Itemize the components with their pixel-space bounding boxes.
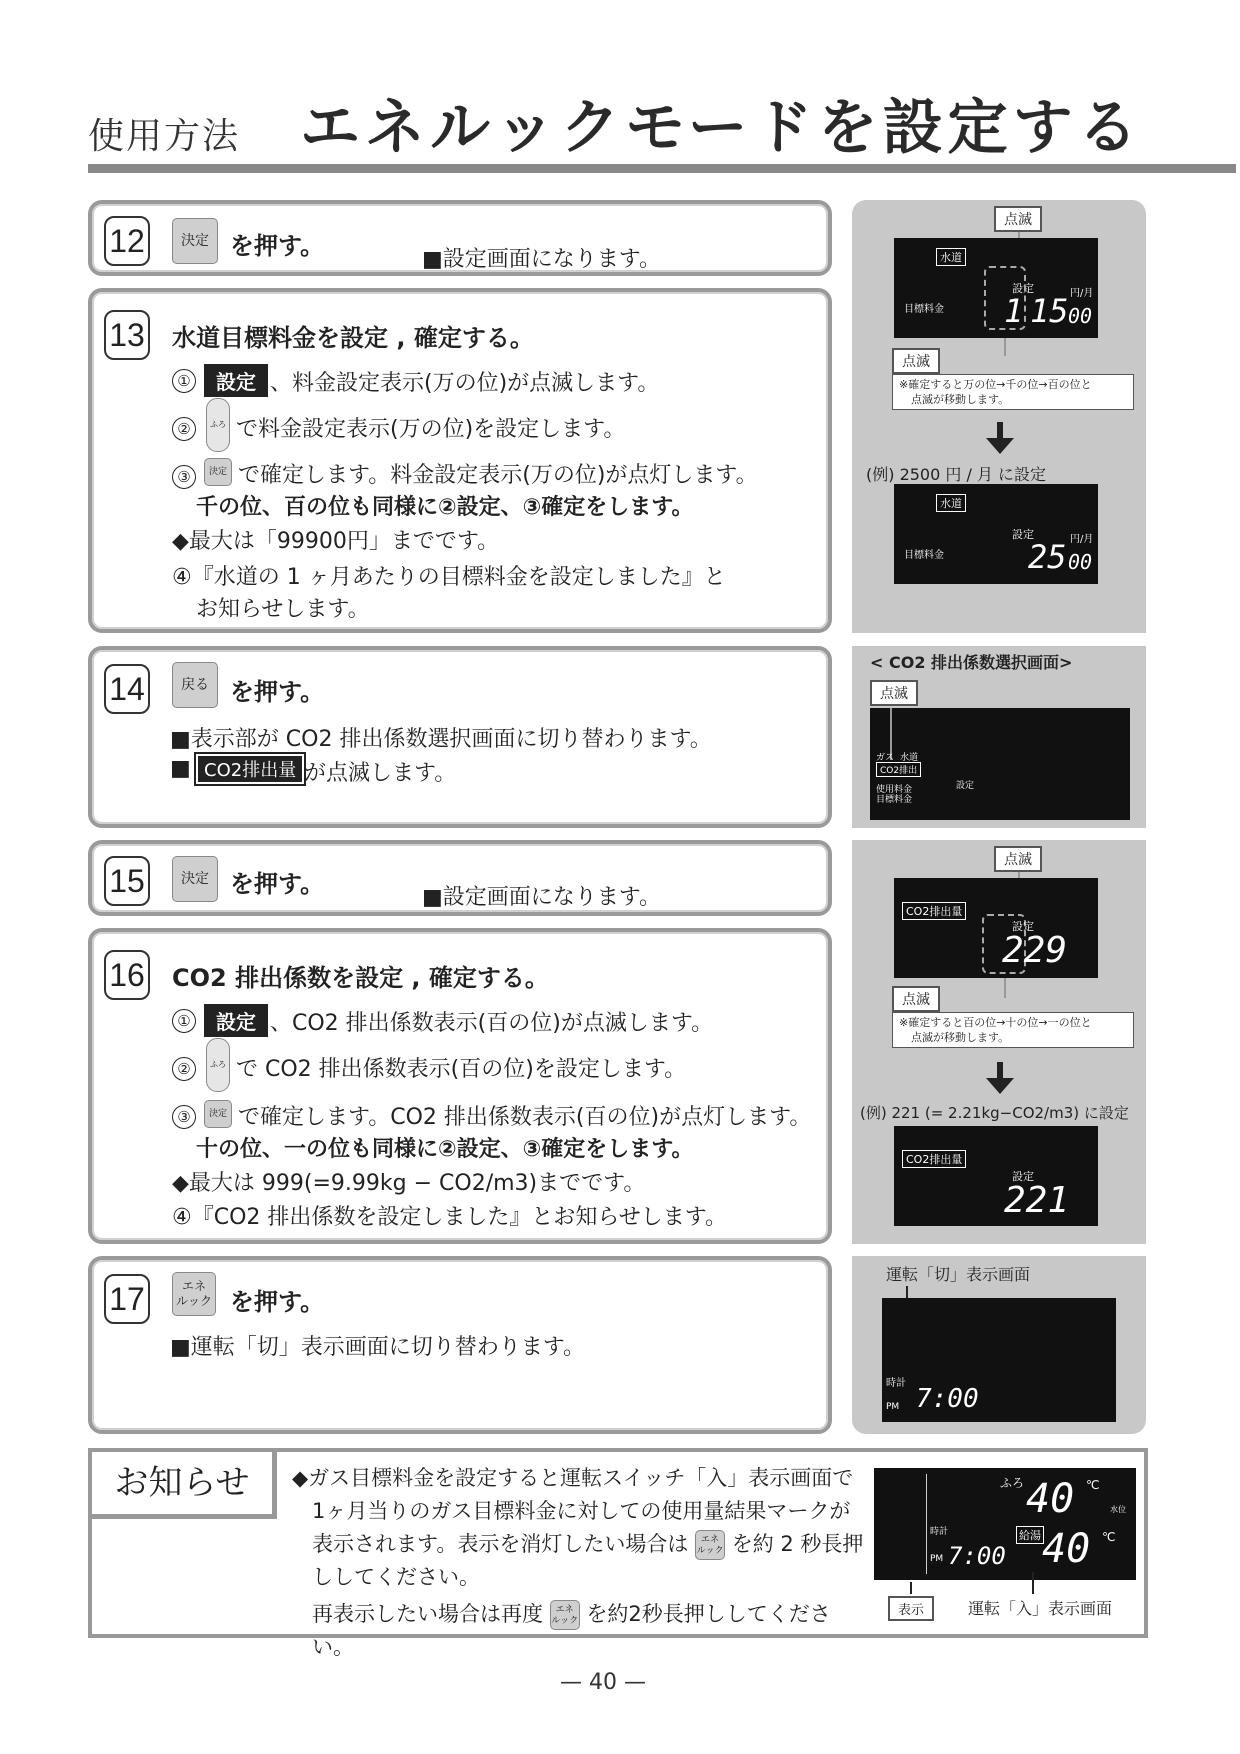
circle-3: ③ <box>172 1105 196 1129</box>
panel-co2-setting <box>852 840 1146 1244</box>
step-line-1-text: 、CO2 排出係数表示(百の位)が点滅します。 <box>270 1011 714 1036</box>
step-number: 15 <box>104 856 150 906</box>
clock-label: 時計 <box>886 1378 906 1389</box>
kettei-key-icon: 決定 <box>204 1100 232 1128</box>
co2-tag: CO2排出 <box>876 762 921 777</box>
blink-callout-2: 点滅 <box>892 348 940 374</box>
notice-line-1: ◆ガス目標料金を設定すると運転スイッチ「入」表示画面で <box>292 1466 854 1490</box>
note-box <box>892 1012 1134 1048</box>
note-line-2: 点滅が移動します。 <box>911 1031 1010 1044</box>
step-title: 水道目標料金を設定 , 確定する。 <box>172 324 534 352</box>
step-line-3 <box>172 464 204 489</box>
eneluck-key-line-1: エネ <box>555 1605 574 1615</box>
notice-line-3a: 表示されます。表示を消灯したい場合は <box>312 1532 689 1556</box>
step-16 <box>88 928 832 1244</box>
target-fee-label: 目標料金 <box>904 550 944 561</box>
step-number: 14 <box>104 664 150 714</box>
callout-line <box>1004 338 1006 356</box>
step-line-2-text: が点滅します。 <box>304 761 457 786</box>
panel-off-screen <box>852 1256 1146 1434</box>
note-box <box>892 374 1134 410</box>
digit-small: 00 <box>1068 304 1093 328</box>
step-15 <box>88 840 832 916</box>
circle-1: ① <box>172 1009 196 1033</box>
step-line-3 <box>172 1104 204 1129</box>
setting-label: 設定 <box>1012 282 1034 295</box>
step-max-note: ◆最大は「99900円」までです。 <box>172 529 500 554</box>
down-arrow-icon <box>986 438 1014 454</box>
notice-line-5a: 再表示したい場合は再度 <box>312 1602 543 1626</box>
note-line-1: ※確定すると百の位→十の位→一の位と <box>899 1016 1092 1029</box>
section-label: 使用方法 <box>88 116 241 157</box>
kettei-key-icon: 決定 <box>172 856 218 902</box>
step-note: ■設定画面になります。 <box>422 247 662 272</box>
lcd-divider <box>926 1474 927 1574</box>
hot-water-label: 給湯 <box>1016 1526 1044 1544</box>
gas-label: ガス <box>876 753 895 763</box>
on-screen-label: 運転「入」表示画面 <box>968 1599 1113 1618</box>
lcd-screen-water-example <box>894 484 1098 584</box>
setting-tag: 設定 <box>204 364 268 397</box>
co2-tag: CO2排出量 <box>902 1150 966 1168</box>
eneluck-key-icon <box>172 1272 216 1316</box>
step-line-2 <box>172 1056 204 1081</box>
degree-label: ℃ <box>1102 1530 1116 1544</box>
step-action: を押す。 <box>230 678 325 706</box>
water-label: 水道 <box>900 753 919 763</box>
lcd-screen-co2 <box>894 878 1098 978</box>
step-line-4b: お知らせします。 <box>196 597 370 622</box>
notice-text <box>292 1462 872 1664</box>
notice-box <box>88 1448 1148 1659</box>
blink-callout-2: 点滅 <box>892 986 940 1012</box>
step-17 <box>88 1256 832 1434</box>
eneluck-key-line-2: ルック <box>696 1546 724 1556</box>
eneluck-key-icon <box>550 1600 580 1630</box>
step-13 <box>88 288 832 633</box>
circle-1: ① <box>172 369 196 393</box>
step-number: 17 <box>104 1274 150 1324</box>
time-display: 7:00 <box>916 1384 979 1414</box>
digit-main: 221 <box>1004 1180 1070 1221</box>
step-line-4: ④『水道の 1 ヶ月あたりの目標料金を設定しました』と <box>172 565 726 590</box>
lcd-screen-on <box>874 1468 1136 1580</box>
target-fee-label: 目標料金 <box>876 795 913 805</box>
lcd-screen-co2-example <box>894 1126 1098 1226</box>
digit-main: 229 <box>1002 930 1068 971</box>
step-max-note: ◆最大は 999(=9.99kg − CO2/m3)までです。 <box>172 1171 646 1196</box>
step-line-1: ■表示部が CO2 排出係数選択画面に切り替わります。 <box>170 727 712 752</box>
clock-label: 時計 <box>930 1527 949 1537</box>
water-tag: 水道 <box>936 248 966 266</box>
eneluck-key-line-1: エネ <box>701 1535 720 1545</box>
step-line-2-prefix: ■ <box>170 756 191 781</box>
lcd-screen-off <box>882 1298 1116 1422</box>
lcd-screen-water <box>894 238 1098 338</box>
digit-blink: 1 <box>1004 292 1024 330</box>
bath-label: ふろ <box>1000 1476 1025 1490</box>
eneluck-key-line-2: ルック <box>175 1294 212 1308</box>
setting-tag: 設定 <box>204 1004 268 1037</box>
pm-label: PM <box>886 1402 900 1412</box>
blink-callout: 点滅 <box>994 206 1042 232</box>
circle-2: ② <box>172 1057 196 1081</box>
notice-line-5 <box>292 1598 872 1664</box>
co2-tag: CO2排出量 <box>902 902 966 920</box>
unit-label: 円/月 <box>1070 288 1094 299</box>
step-line-3b: 千の位、百の位も同様に②設定、③確定をします。 <box>196 495 694 520</box>
degree-label: ℃ <box>1086 1478 1100 1492</box>
back-key-icon: 戻る <box>172 662 218 708</box>
hot-water-temp: 40 <box>1042 1526 1091 1572</box>
step-12 <box>88 200 832 276</box>
step-action: を押す。 <box>230 232 325 260</box>
step-note: ■設定画面になります。 <box>422 885 662 910</box>
kettei-key-icon: 決定 <box>172 218 218 264</box>
target-fee-label: 目標料金 <box>904 304 944 315</box>
digit-main: 25 <box>1028 538 1067 576</box>
setting-label: 設定 <box>956 781 975 791</box>
time-display: 7:00 <box>948 1542 1006 1570</box>
setting-label: 設定 <box>1012 528 1034 541</box>
step-14 <box>88 646 832 828</box>
kettei-key-icon: 決定 <box>204 458 232 486</box>
step-number: 16 <box>104 950 150 1000</box>
setting-label: 設定 <box>1012 1170 1034 1183</box>
blink-callout: 点滅 <box>994 846 1042 872</box>
step-title: CO2 排出係数を設定 , 確定する。 <box>172 964 549 992</box>
step-line-3-text: で確定します。料金設定表示(万の位)が点灯します。 <box>238 463 758 488</box>
panel-co2-select <box>852 646 1146 828</box>
panel-label: 運転「切」表示画面 <box>886 1265 1031 1284</box>
callout-line <box>1004 978 1006 998</box>
step-line-2-text: で CO2 排出係数表示(百の位)を設定します。 <box>236 1057 687 1082</box>
blink-callout: 点滅 <box>870 680 918 706</box>
notice-line-3 <box>292 1528 872 1561</box>
water-tag: 水道 <box>936 494 966 512</box>
step-line-3b: 十の位、一の位も同様に②設定、③確定をします。 <box>196 1137 694 1162</box>
up-down-key-icon: ふろ <box>206 398 230 452</box>
step-line-4: ④『CO2 排出係数を設定しました』とお知らせします。 <box>172 1205 727 1230</box>
notice-line-3b: を約 2 秒長押 <box>731 1532 864 1556</box>
panel-water-setting <box>852 200 1146 633</box>
setting-label: 設定 <box>1012 920 1034 933</box>
lcd-screen-co2-select <box>870 708 1130 820</box>
note-line-1: ※確定すると万の位→千の位→百の位と <box>899 378 1092 391</box>
notice-line-2: 1ヶ月当りのガス目標料金に対しての使用量結果マークが <box>312 1499 851 1523</box>
eneluck-key-icon <box>695 1530 725 1560</box>
step-line-2-text: で料金設定表示(万の位)を設定します。 <box>236 417 626 442</box>
circle-3: ③ <box>172 465 196 489</box>
step-line-2 <box>172 416 204 441</box>
usage-fee-label: 使用料金 <box>876 785 913 795</box>
down-arrow-icon <box>986 1078 1014 1094</box>
bath-temp: 40 <box>1026 1476 1075 1522</box>
co2-tag: CO2排出量 <box>196 754 304 784</box>
step-line-1 <box>172 1008 204 1033</box>
water-level-label: 水位 <box>1110 1505 1126 1514</box>
callout-line <box>910 1582 912 1594</box>
step-number: 12 <box>104 216 150 266</box>
panel-title: < CO2 排出係数選択画面> <box>870 653 1073 672</box>
page-title: エネルックモードを設定する <box>300 93 1143 163</box>
example-text: (例) 2500 円 / 月 に設定 <box>866 465 1047 484</box>
title-rule <box>88 164 1236 173</box>
pm-label: PM <box>930 1554 944 1564</box>
step-number: 13 <box>104 310 150 360</box>
note-line-2: 点滅が移動します。 <box>911 393 1010 406</box>
up-down-key-icon: ふろ <box>206 1038 230 1092</box>
step-action: を押す。 <box>230 870 325 898</box>
eneluck-key-line-1: エネ <box>181 1279 206 1293</box>
display-button-label: 表示 <box>888 1596 934 1621</box>
notice-line-5b: を約2秒長押ししてください。 <box>312 1602 831 1659</box>
step-line-1-text: 、料金設定表示(万の位)が点滅します。 <box>270 371 660 396</box>
digit-main: 15 <box>1030 292 1069 330</box>
example-text: (例) 221 (= 2.21kg−CO2/m3) に設定 <box>860 1104 1129 1122</box>
unit-label: 円/月 <box>1070 534 1094 545</box>
eneluck-key-line-2: ルック <box>551 1616 579 1626</box>
step-line-3-text: で確定します。CO2 排出係数表示(百の位)が点灯します。 <box>238 1105 812 1130</box>
notice-line-4: ししてください。 <box>312 1565 480 1589</box>
circle-2: ② <box>172 417 196 441</box>
page-number: — 40 — <box>560 1670 646 1695</box>
notice-title: お知らせ <box>92 1452 277 1519</box>
digit-small: 00 <box>1068 550 1093 574</box>
step-line-1 <box>172 368 204 393</box>
step-action: を押す。 <box>230 1288 325 1316</box>
co2-tag-wrap <box>196 754 304 784</box>
step-line-1: ■運転「切」表示画面に切り替わります。 <box>170 1335 586 1360</box>
callout-line <box>1032 1572 1034 1594</box>
